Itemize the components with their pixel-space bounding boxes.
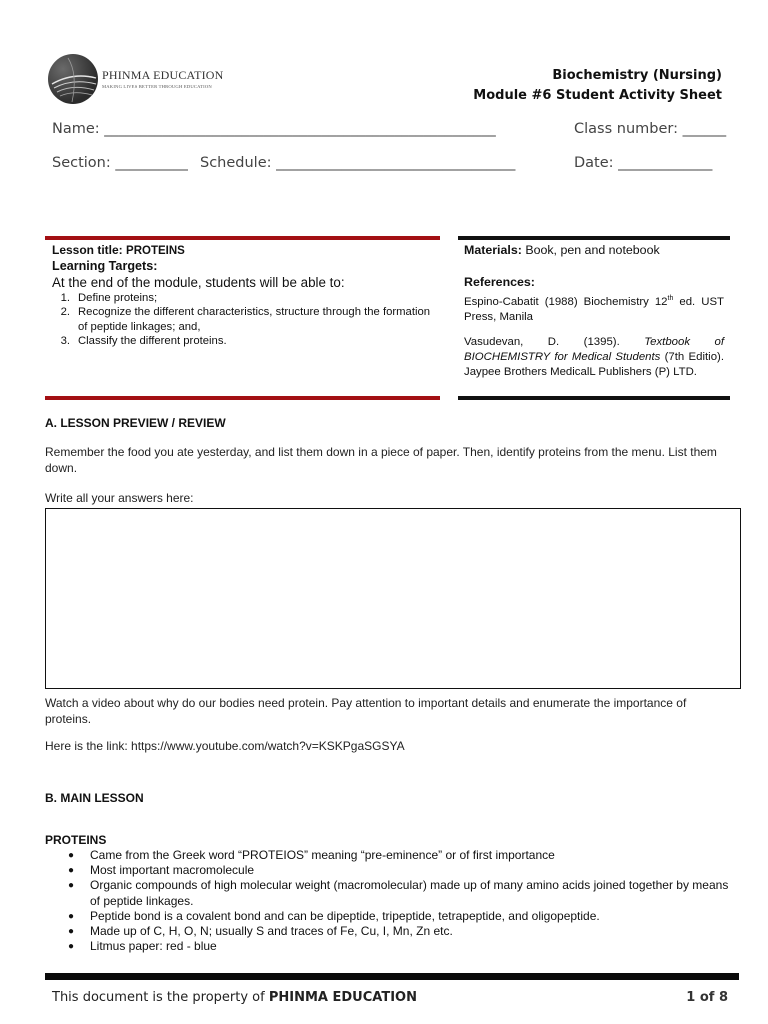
class-number-field[interactable]: Class number: ______ bbox=[574, 121, 727, 137]
learning-targets-list bbox=[52, 291, 437, 349]
name-field[interactable]: Name: ______________________________________________________ bbox=[52, 121, 496, 137]
bullet-icon: ● bbox=[68, 865, 75, 877]
list-item: ● Came from the Greek word “PROTEIOS” meaning “pre-eminence” or of first importance bbox=[68, 848, 555, 862]
materials bbox=[464, 243, 726, 257]
schedule-field[interactable]: Schedule: _________________________________ bbox=[200, 155, 516, 171]
materials-box-bottom-rule bbox=[458, 396, 730, 400]
list-item: ● Peptide bond is a covalent bond and can be dipeptide, tripeptide, tetrapeptide, and oligopeptide. bbox=[68, 908, 600, 923]
list-item: ● Litmus paper: red - blue bbox=[68, 939, 217, 954]
list-item: ● Made up of C, H, O, N; usually S and traces of Fe, Cu, I, Mn, Zn etc. bbox=[68, 924, 453, 939]
reference-1: Espino-Cabatit (1988) Biochemistry 12th ed. UST Press, Manila bbox=[464, 295, 725, 323]
proteins-bullet-list bbox=[68, 848, 732, 954]
section-field[interactable]: Section: __________ bbox=[52, 155, 188, 171]
section-a-instructions: Remember the food you ate yesterday, and list them down in a piece of paper. Then, identify proteins from the menu. List them down. bbox=[45, 445, 717, 475]
footer-org: PHINMA EDUCATION bbox=[268, 990, 417, 1005]
video-instructions: Watch a video about why do our bodies need protein. Pay attention to important details and enumerate the importance of proteins. bbox=[45, 696, 687, 726]
document-title bbox=[473, 66, 722, 106]
answers-label: Write all your answers here: bbox=[45, 491, 194, 505]
course-title: Biochemistry (Nursing) bbox=[552, 68, 722, 83]
phinma-globe-icon bbox=[48, 54, 98, 104]
proteins-subheading: PROTEINS bbox=[45, 833, 107, 847]
list-item: ● Most important macromolecule bbox=[68, 863, 255, 878]
bullet-icon: ● bbox=[68, 941, 75, 953]
section-a-heading: A. LESSON PREVIEW / REVIEW bbox=[45, 416, 226, 430]
section-b-heading: B. MAIN LESSON bbox=[45, 791, 144, 805]
bullet-icon: ● bbox=[68, 926, 75, 938]
footer-rule bbox=[45, 973, 739, 980]
answer-box[interactable] bbox=[45, 508, 741, 689]
bullet-icon: ● bbox=[68, 910, 75, 922]
lesson-box-top-rule bbox=[45, 236, 440, 240]
logo-tagline: MAKING LIVES BETTER THROUGH EDUCATION bbox=[102, 84, 212, 89]
materials-value: Book, pen and notebook bbox=[525, 243, 660, 257]
reference-2: Vasudevan, D. (1395). Textbook of BIOCHEMISTRY for Medical Students (7th Editio). Jaypee Brothers MedicalL Publishers (P) LTD. bbox=[464, 336, 724, 378]
bullet-icon: ● bbox=[68, 850, 75, 861]
lesson-title-value: PROTEINS bbox=[126, 245, 185, 257]
lesson-title-label: Lesson title: bbox=[52, 243, 123, 257]
list-item: ● Organic compounds of high molecular weight (macromolecular) made up of many amino acids joined together by means of peptide linkages. bbox=[68, 878, 729, 908]
footer-ownership: This document is the property of PHINMA EDUCATION bbox=[52, 990, 417, 1005]
page-number: 1 of 8 bbox=[686, 990, 728, 1005]
learning-targets-intro: At the end of the module, students will be able to: bbox=[52, 275, 345, 290]
references-label: References: bbox=[464, 275, 535, 289]
learning-targets-label: Learning Targets: bbox=[52, 259, 158, 273]
materials-label: Materials: bbox=[464, 243, 522, 257]
video-link[interactable]: Here is the link: https://www.youtube.com/watch?v=KSKPgaSGSYA bbox=[45, 739, 405, 753]
date-field[interactable]: Date: _____________ bbox=[574, 155, 713, 171]
list-item: 1. Define proteins; bbox=[60, 292, 158, 304]
module-title: Module #6 Student Activity Sheet bbox=[473, 88, 722, 103]
lesson-box-bottom-rule bbox=[45, 396, 440, 400]
materials-box-top-rule bbox=[458, 236, 730, 240]
bullet-icon: ● bbox=[68, 880, 75, 892]
logo-name: PHINMA EDUCATION bbox=[102, 68, 224, 82]
list-item: 2. Recognize the different characteristics, structure through the formation of peptide linkages; and, bbox=[60, 306, 431, 333]
phinma-logo bbox=[48, 54, 248, 106]
lesson-title bbox=[52, 243, 185, 258]
list-item: 3. Classify the different proteins. bbox=[60, 335, 227, 348]
